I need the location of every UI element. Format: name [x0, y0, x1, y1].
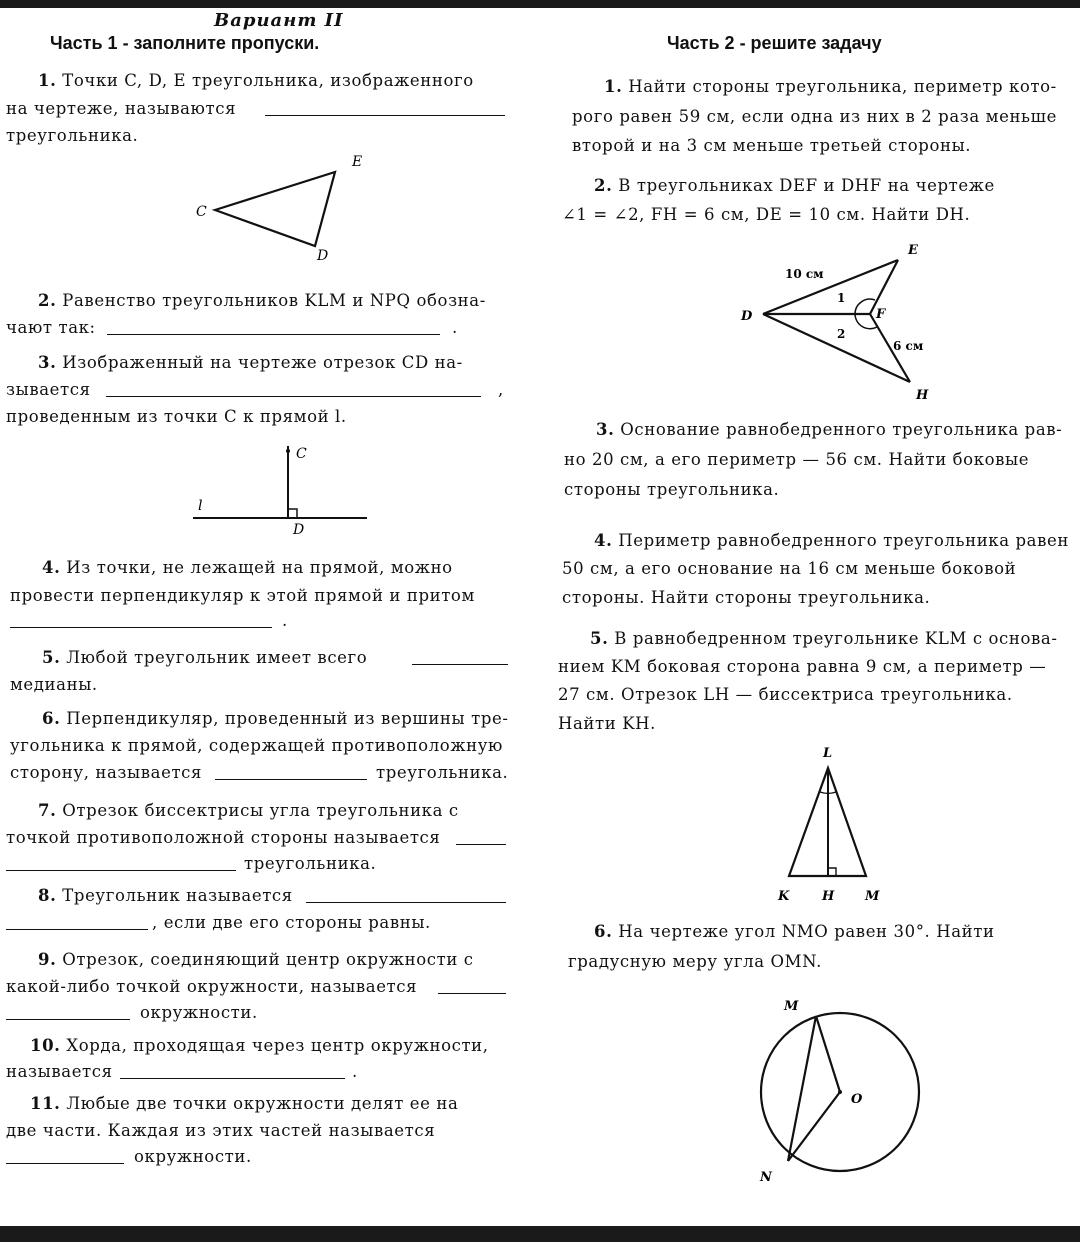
p5-line1: 5. В равнобедренном треугольнике KLM с основа- — [590, 629, 1058, 648]
p1-line2: рого равен 59 см, если одна из них в 2 раза меньше — [572, 107, 1057, 126]
label-l: L — [823, 746, 833, 761]
q11-line2: две части. Каждая из этих частей называется — [6, 1121, 436, 1140]
q5-line2: медианы. — [10, 675, 98, 694]
point-o — [838, 1090, 842, 1094]
segment-de — [763, 260, 898, 314]
label-o: O — [851, 1092, 863, 1107]
blank-field[interactable] — [306, 901, 506, 903]
punct-dot: . — [452, 318, 458, 337]
q8-line2: , если две его стороны равны. — [152, 913, 431, 932]
p4-line3: стороны. Найти стороны треугольника. — [562, 588, 931, 607]
q8-line1: 8. Треугольник называется — [38, 886, 293, 905]
q1-line1: 1. Точки C, D, E треугольника, изображенного — [38, 71, 474, 90]
p4-line2: 50 см, а его основание на 16 см меньше боковой — [562, 559, 1017, 578]
q3-line1: 3. Изображенный на чертеже отрезок CD на- — [38, 353, 463, 372]
label-c: C — [196, 204, 207, 220]
q6-line1: 6. Перпендикуляр, проведенный из вершины тре- — [42, 709, 509, 728]
blank-field[interactable] — [6, 1018, 130, 1020]
q1-line2: на чертеже, называются — [6, 99, 237, 118]
p3-line1: 3. Основание равнобедренного треугольника рав- — [596, 420, 1063, 439]
part1-heading: Часть 1 - заполните пропуски. — [50, 33, 320, 53]
bottom-border — [0, 1226, 1080, 1242]
q2-line1: 2. Равенство треугольников KLM и NPQ обозна- — [38, 291, 486, 310]
segment-mo — [816, 1016, 840, 1092]
figure-triangles-def-dhf — [735, 238, 935, 408]
p6-line1: 6. На чертеже угол NMO равен 30°. Найти — [594, 922, 995, 941]
label-n: N — [760, 1170, 772, 1185]
blank-field[interactable] — [412, 663, 508, 665]
segment-no — [788, 1092, 840, 1161]
q9-line2: какой-либо точкой окружности, называется — [6, 977, 418, 996]
q10-line2: называется — [6, 1062, 113, 1081]
label-angle-1: 1 — [837, 291, 846, 305]
p1-line1: 1. Найти стороны треугольника, периметр кото- — [604, 77, 1057, 96]
p1-line3: второй и на 3 см меньше третьей стороны. — [572, 136, 972, 155]
top-border — [0, 0, 1080, 8]
blank-field[interactable] — [215, 778, 367, 780]
p3-line3: стороны треугольника. — [564, 480, 780, 499]
label-m: M — [865, 889, 880, 904]
label-d: D — [293, 522, 305, 538]
blank-field[interactable] — [106, 395, 481, 397]
right-angle-mark — [288, 509, 297, 518]
q7-line2: точкой противоположной стороны называется — [6, 828, 441, 847]
blank-field[interactable] — [265, 114, 505, 116]
label-angle-2: 2 — [837, 327, 846, 341]
blank-field[interactable] — [120, 1077, 345, 1079]
q11-line1: 11. Любые две точки окружности делят ее на — [30, 1094, 459, 1113]
q6-line3-end: треугольника. — [376, 763, 509, 782]
q11-line3: окружности. — [134, 1147, 252, 1166]
q9-line1: 9. Отрезок, соединяющий центр окружности с — [38, 950, 474, 969]
blank-field[interactable] — [107, 333, 440, 335]
label-fh-length: 6 см — [893, 339, 924, 353]
figure-triangle-cde — [190, 150, 370, 270]
triangle-cde — [215, 172, 335, 246]
p2-line2: ∠1 = ∠2, FH = 6 см, DE = 10 см. Найти DH. — [562, 205, 971, 224]
label-e: E — [908, 243, 918, 258]
label-d: D — [317, 248, 329, 264]
p3-line2: но 20 см, а его периметр — 56 см. Найти боковые — [564, 450, 1030, 469]
punct-dot: . — [282, 611, 288, 630]
variant-title: Вариант II — [214, 10, 344, 31]
p2-line1: 2. В треугольниках DEF и DHF на чертеже — [594, 176, 995, 195]
p6-line2: градусную меру угла OMN. — [568, 952, 822, 971]
figure-perpendicular — [185, 440, 375, 540]
label-e: E — [352, 154, 363, 170]
q7-line1: 7. Отрезок биссектрисы угла треугольника с — [38, 801, 459, 820]
part2-heading: Часть 2 - решите задачу — [667, 33, 882, 53]
point-c — [286, 449, 290, 453]
chord-mn — [788, 1016, 816, 1161]
figure-triangle-klm — [772, 740, 892, 910]
q2-line2: чают так: — [6, 318, 96, 337]
q3-line2: зывается — [6, 380, 91, 399]
p4-line1: 4. Периметр равнобедренного треугольника равен — [594, 531, 1069, 550]
blank-field[interactable] — [6, 869, 236, 871]
q3-line3: проведенным из точки C к прямой l. — [6, 407, 347, 426]
q10-line1: 10. Хорда, проходящая через центр окружности, — [30, 1036, 489, 1055]
q6-line2: угольника к прямой, содержащей противоположную — [10, 736, 503, 755]
right-angle-mark — [828, 868, 836, 876]
figure-circle-mno — [748, 990, 928, 1190]
label-de-length: 10 см — [785, 267, 824, 281]
label-k: K — [778, 889, 790, 904]
blank-field[interactable] — [6, 928, 148, 930]
q5-line1: 5. Любой треугольник имеет всего — [42, 648, 368, 667]
punct-dot: . — [352, 1062, 358, 1081]
label-m: M — [784, 999, 799, 1014]
q9-line3: окружности. — [140, 1003, 258, 1022]
label-c: C — [296, 446, 307, 462]
blank-field[interactable] — [6, 1162, 124, 1164]
q4-line2: провести перпендикуляр к этой прямой и притом — [10, 586, 475, 605]
blank-field[interactable] — [456, 843, 506, 845]
p5-line3: 27 см. Отрезок LH — биссектриса треугольника. — [558, 685, 1013, 704]
q6-line3: сторону, называется — [10, 763, 203, 782]
q7-line3: треугольника. — [244, 854, 377, 873]
label-d: D — [741, 309, 753, 324]
label-f: F — [876, 307, 886, 322]
q4-line1: 4. Из точки, не лежащей на прямой, можно — [42, 558, 453, 577]
p5-line2: нием KM боковая сторона равна 9 см, а периметр — — [558, 657, 1047, 676]
p5-line4: Найти KH. — [558, 714, 656, 733]
blank-field[interactable] — [438, 992, 506, 994]
label-l: l — [198, 498, 203, 514]
segment-dh — [763, 314, 910, 382]
label-h: H — [916, 388, 929, 403]
label-h: H — [822, 889, 835, 904]
blank-field[interactable] — [10, 626, 272, 628]
segment-ef — [870, 260, 898, 314]
q1-line3: треугольника. — [6, 126, 139, 145]
punct-comma: , — [498, 380, 504, 399]
